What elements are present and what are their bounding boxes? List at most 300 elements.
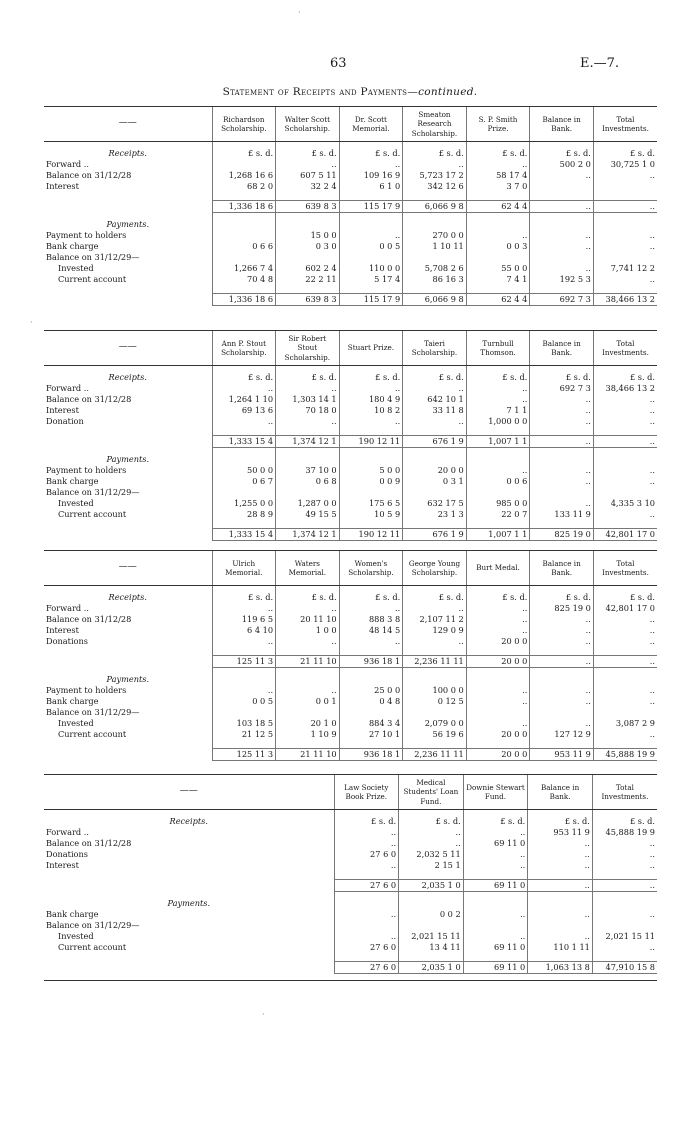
spacer: [44, 520, 212, 529]
payment-row: [44, 909, 657, 920]
amount-cell: ..: [334, 909, 399, 920]
amount-cell: [463, 920, 528, 931]
total-label: [44, 880, 334, 892]
amount-cell: ..: [463, 931, 528, 942]
spacer: [339, 427, 403, 436]
total-cell: 45,888 19 9: [593, 748, 657, 760]
spacer: [403, 192, 467, 201]
spacer: [212, 213, 276, 230]
amount-cell: ..: [466, 614, 530, 625]
amount-cell: 20 11 10: [276, 614, 340, 625]
row-label: Interest: [46, 860, 79, 870]
column-header-row: [44, 331, 657, 366]
row-label: Balance on 31/12/28: [46, 614, 132, 624]
amount-cell: ..: [339, 159, 403, 170]
amount-cell: 0 0 2: [399, 909, 464, 920]
total-cell: 2,035 1 0: [399, 880, 464, 892]
spacer: [212, 285, 276, 294]
total-cell: 1,336 18 6: [212, 201, 276, 213]
spacer: [592, 953, 657, 962]
spacer: [399, 953, 464, 962]
amount-cell: ..: [528, 838, 593, 849]
spacer: [212, 647, 276, 656]
column-header: S. P. Smith Prize.: [466, 107, 530, 142]
payments-total-row: [44, 293, 657, 305]
units-label: £ s. d.: [212, 586, 276, 604]
units-label: £ s. d.: [403, 586, 467, 604]
total-label: [44, 748, 212, 760]
payments-total-row: [44, 748, 657, 760]
amount-cell: ..: [403, 603, 467, 614]
payment-row: [44, 685, 657, 696]
amount-cell: ..: [593, 394, 657, 405]
amount-cell: 500 2 0: [530, 159, 594, 170]
header-dash: ——: [44, 107, 212, 142]
receipt-row: [44, 625, 657, 636]
units-label: £ s. d.: [530, 142, 594, 160]
total-label: [44, 656, 212, 668]
amount-cell: ..: [466, 394, 530, 405]
amount-cell: [466, 487, 530, 498]
spacer: [339, 213, 403, 230]
amount-cell: 0 0 3: [466, 241, 530, 252]
amount-cell: ..: [593, 230, 657, 241]
total-cell: ..: [528, 880, 593, 892]
amount-cell: ..: [463, 849, 528, 860]
amount-cell: ..: [403, 383, 467, 394]
spacer: [530, 213, 594, 230]
amount-cell: ..: [530, 498, 594, 509]
amount-cell: 3,087 2 9: [593, 718, 657, 729]
amount-cell: ..: [530, 636, 594, 647]
amount-cell: ..: [339, 636, 403, 647]
amount-cell: 825 19 0: [530, 603, 594, 614]
column-header: Balance in Bank.: [530, 551, 594, 586]
payments-label-row: [44, 213, 657, 230]
amount-cell: 2,021 15 11: [399, 931, 464, 942]
amount-cell: [466, 252, 530, 263]
units-label: £ s. d.: [530, 366, 594, 384]
spacer: [339, 647, 403, 656]
spacer: [466, 520, 530, 529]
amount-cell: 45,888 19 9: [592, 827, 657, 838]
amount-cell: ..: [466, 159, 530, 170]
amount-cell: 180 4 9: [339, 394, 403, 405]
row-label: Bank charge: [46, 475, 99, 486]
amount-cell: ..: [593, 465, 657, 476]
amount-cell: ..: [276, 159, 340, 170]
amount-cell: [528, 920, 593, 931]
amount-cell: 888 3 8: [339, 614, 403, 625]
amount-cell: 1 0 0: [276, 625, 340, 636]
amount-cell: 6 4 10: [212, 625, 276, 636]
amount-cell: 2 15 1: [399, 860, 464, 871]
total-label: [44, 528, 212, 540]
spacer: [276, 285, 340, 294]
total-cell: 1,336 18 6: [212, 293, 276, 305]
amount-cell: 50 0 0: [212, 465, 276, 476]
column-header: Women's Scholarship.: [339, 551, 403, 586]
statement-table-section-1: [44, 106, 657, 306]
amount-cell: 103 18 5: [212, 718, 276, 729]
units-label: £ s. d.: [339, 142, 403, 160]
total-cell: 936 18 1: [339, 656, 403, 668]
row-label: Balance on 31/12/29—: [46, 919, 140, 930]
amount-cell: ..: [593, 509, 657, 520]
row-label: Balance on 31/12/29—: [46, 486, 140, 497]
amount-cell: ..: [334, 838, 399, 849]
receipts-total-row: [44, 201, 657, 213]
amount-cell: ..: [593, 241, 657, 252]
total-cell: 692 7 3: [530, 293, 594, 305]
amount-cell: ..: [403, 159, 467, 170]
receipts-total-row: [44, 436, 657, 448]
amount-cell: ..: [463, 909, 528, 920]
spacer: [212, 192, 276, 201]
receipt-row: [44, 405, 657, 416]
total-cell: ..: [592, 880, 657, 892]
row-label: Payment to holders: [46, 229, 127, 240]
amount-cell: 607 5 11: [276, 170, 340, 181]
amount-cell: ..: [593, 685, 657, 696]
amount-cell: 13 4 11: [399, 942, 464, 953]
amount-cell: 1,268 16 6: [212, 170, 276, 181]
amount-cell: 985 0 0: [466, 498, 530, 509]
amount-cell: ..: [403, 416, 467, 427]
payment-row: [44, 263, 657, 274]
amount-cell: ..: [592, 942, 657, 953]
units-label: £ s. d.: [463, 810, 528, 828]
amount-cell: 22 2 11: [276, 274, 340, 285]
payment-row: [44, 498, 657, 509]
amount-cell: ..: [276, 416, 340, 427]
payment-row: [44, 476, 657, 487]
amount-cell: ..: [593, 476, 657, 487]
spacer: [593, 285, 657, 294]
amount-cell: ..: [466, 625, 530, 636]
column-header-row: [44, 775, 657, 810]
total-cell: 190 12 11: [339, 528, 403, 540]
amount-cell: 2,107 11 2: [403, 614, 467, 625]
units-label: £ s. d.: [466, 142, 530, 160]
receipts-label: Receipts.: [108, 148, 147, 158]
amount-cell: ..: [339, 230, 403, 241]
amount-cell: 6 1 0: [339, 181, 403, 192]
row-label: Bank charge: [46, 908, 99, 919]
scan-speck: ·: [298, 8, 301, 17]
amount-cell: 15 0 0: [276, 230, 340, 241]
spacer: [528, 953, 593, 962]
total-cell: 6,066 9 8: [403, 293, 467, 305]
amount-cell: 1,266 7 4: [212, 263, 276, 274]
amount-cell: [403, 707, 467, 718]
receipts-total-row: [44, 880, 657, 892]
amount-cell: ..: [212, 603, 276, 614]
amount-cell: ..: [212, 685, 276, 696]
amount-cell: ..: [593, 729, 657, 740]
row-label: Balance on 31/12/28: [46, 838, 132, 848]
units-label: £ s. d.: [212, 142, 276, 160]
receipts-label: Receipts.: [108, 372, 147, 382]
spacer: [466, 285, 530, 294]
total-cell: 20 0 0: [466, 748, 530, 760]
amount-cell: 69 11 0: [463, 942, 528, 953]
payments-label-row: [44, 448, 657, 465]
amount-cell: ..: [530, 416, 594, 427]
row-label: Bank charge: [46, 695, 99, 706]
amount-cell: 110 0 0: [339, 263, 403, 274]
statement-table-section-3: [44, 550, 657, 761]
amount-cell: 1,000 0 0: [466, 416, 530, 427]
statement-title-main: Statement of Receipts and Payments: [222, 86, 408, 98]
total-cell: 190 12 11: [339, 436, 403, 448]
amount-cell: 5 17 4: [339, 274, 403, 285]
spacer: [276, 668, 340, 685]
row-label: Interest: [46, 625, 79, 635]
units-label: £ s. d.: [276, 142, 340, 160]
receipt-row: [44, 838, 657, 849]
spacer: [44, 953, 334, 962]
amount-cell: 0 0 1: [276, 696, 340, 707]
spacer: [530, 427, 594, 436]
total-cell: 2,236 11 11: [403, 748, 467, 760]
spacer: [212, 520, 276, 529]
amount-cell: 0 6 6: [212, 241, 276, 252]
spacer: [466, 192, 530, 201]
payment-row: [44, 230, 657, 241]
units-row: [44, 586, 657, 604]
amount-cell: 30,725 1 0: [593, 159, 657, 170]
row-label: Balance on 31/12/28: [46, 394, 132, 404]
total-cell: 825 19 0: [530, 528, 594, 540]
spacer: [593, 448, 657, 465]
units-label: £ s. d.: [399, 810, 464, 828]
amount-cell: 22 0 7: [466, 509, 530, 520]
spacer: [592, 871, 657, 880]
payment-row: [44, 718, 657, 729]
amount-cell: 129 0 9: [403, 625, 467, 636]
receipt-row: [44, 416, 657, 427]
amount-cell: 42,801 17 0: [593, 603, 657, 614]
spacer: [530, 740, 594, 749]
amount-cell: 342 12 6: [403, 181, 467, 192]
spacer: [466, 448, 530, 465]
spacer: [44, 192, 212, 201]
receipt-row: [44, 394, 657, 405]
payment-row: [44, 920, 657, 931]
amount-cell: 100 0 0: [403, 685, 467, 696]
row-label: Balance on 31/12/29—: [46, 251, 140, 262]
payments-label-row: [44, 668, 657, 685]
amount-cell: ..: [212, 636, 276, 647]
amount-cell: [212, 230, 276, 241]
spacer: [530, 668, 594, 685]
amount-cell: 33 11 8: [403, 405, 467, 416]
column-header: Taieri Scholarship.: [403, 331, 467, 366]
amount-cell: [339, 252, 403, 263]
total-cell: 125 11 3: [212, 748, 276, 760]
total-cell: 47,910 15 8: [592, 961, 657, 973]
amount-cell: ..: [593, 636, 657, 647]
amount-cell: [276, 487, 340, 498]
spacer: [44, 647, 212, 656]
payments-label: Payments.: [106, 453, 150, 464]
amount-cell: 28 8 9: [212, 509, 276, 520]
units-label: £ s. d.: [276, 366, 340, 384]
amount-cell: ..: [530, 465, 594, 476]
amount-cell: 0 3 1: [403, 476, 467, 487]
amount-cell: 27 6 0: [334, 942, 399, 953]
total-cell: 676 1 9: [403, 528, 467, 540]
spacer: [44, 285, 212, 294]
column-header: Total Investments.: [593, 331, 657, 366]
receipts-label: Receipts.: [169, 816, 208, 826]
statement-title: [0, 86, 700, 98]
amount-cell: ..: [466, 383, 530, 394]
spacer-row: [44, 871, 657, 880]
amount-cell: ..: [593, 170, 657, 181]
amount-cell: 7,741 12 2: [593, 263, 657, 274]
column-header: Richardson Scholarship.: [212, 107, 276, 142]
amount-cell: 642 10 1: [403, 394, 467, 405]
spacer: [339, 285, 403, 294]
total-cell: 1,007 1 1: [466, 436, 530, 448]
spacer: [466, 647, 530, 656]
units-label: £ s. d.: [339, 586, 403, 604]
amount-cell: ..: [463, 860, 528, 871]
amount-cell: 20 1 0: [276, 718, 340, 729]
payment-row: [44, 509, 657, 520]
payment-row: [44, 487, 657, 498]
amount-cell: 0 0 9: [339, 476, 403, 487]
amount-cell: [403, 487, 467, 498]
row-label: Donations: [46, 636, 88, 646]
row-label: Bank charge: [46, 240, 99, 251]
amount-cell: [399, 920, 464, 931]
amount-cell: 692 7 3: [530, 383, 594, 394]
total-cell: ..: [530, 436, 594, 448]
total-label: [44, 201, 212, 213]
spacer: [593, 647, 657, 656]
spacer: [403, 213, 467, 230]
amount-cell: [593, 252, 657, 263]
spacer: [212, 668, 276, 685]
spacer: [339, 192, 403, 201]
amount-cell: ..: [530, 685, 594, 696]
total-cell: 21 11 10: [276, 748, 340, 760]
total-cell: 1,007 1 1: [466, 528, 530, 540]
amount-cell: 602 2 4: [276, 263, 340, 274]
amount-cell: ..: [593, 614, 657, 625]
amount-cell: [592, 920, 657, 931]
amount-cell: ..: [466, 718, 530, 729]
amount-cell: 48 14 5: [339, 625, 403, 636]
payments-label: Payments.: [106, 673, 150, 684]
amount-cell: ..: [463, 827, 528, 838]
amount-cell: 23 1 3: [403, 509, 467, 520]
spacer: [334, 953, 399, 962]
amount-cell: ..: [530, 170, 594, 181]
row-label: Invested: [58, 262, 94, 273]
column-header: Waters Memorial.: [276, 551, 340, 586]
amount-cell: 0 6 8: [276, 476, 340, 487]
row-label: Payment to holders: [46, 464, 127, 475]
receipt-row: [44, 860, 657, 871]
amount-cell: [212, 487, 276, 498]
amount-cell: 0 0 5: [339, 241, 403, 252]
column-header: Ulrich Memorial.: [212, 551, 276, 586]
total-cell: 936 18 1: [339, 748, 403, 760]
amount-cell: [593, 487, 657, 498]
amount-cell: [530, 707, 594, 718]
amount-cell: 32 2 4: [276, 181, 340, 192]
column-header: Walter Scott Scholarship.: [276, 107, 340, 142]
row-label: Interest: [46, 181, 79, 191]
payment-row: [44, 241, 657, 252]
row-label: Invested: [58, 497, 94, 508]
amount-cell: 5,723 17 2: [403, 170, 467, 181]
amount-cell: 86 16 3: [403, 274, 467, 285]
total-cell: ..: [593, 656, 657, 668]
row-label: Invested: [58, 717, 94, 728]
receipt-row: [44, 614, 657, 625]
receipt-row: [44, 603, 657, 614]
spacer: [530, 285, 594, 294]
total-cell: ..: [530, 656, 594, 668]
receipt-row: [44, 181, 657, 192]
spacer: [593, 740, 657, 749]
amount-cell: [530, 252, 594, 263]
amount-cell: [334, 920, 399, 931]
payments-label-row: [44, 892, 657, 909]
row-label: Payment to holders: [46, 684, 127, 695]
row-label: Forward ..: [46, 827, 89, 837]
amount-cell: ..: [212, 383, 276, 394]
spacer: [593, 192, 657, 201]
amount-cell: 632 17 5: [403, 498, 467, 509]
total-cell: 38,466 13 2: [593, 293, 657, 305]
amount-cell: 69 13 6: [212, 405, 276, 416]
amount-cell: ..: [403, 636, 467, 647]
total-cell: 1,374 12 1: [276, 528, 340, 540]
amount-cell: 119 6 5: [212, 614, 276, 625]
column-header: Ann P. Stout Scholarship.: [212, 331, 276, 366]
amount-cell: [339, 487, 403, 498]
amount-cell: 1 10 9: [276, 729, 340, 740]
spacer-row: [44, 427, 657, 436]
payments-total-row: [44, 961, 657, 973]
amount-cell: 20 0 0: [466, 729, 530, 740]
spacer: [212, 427, 276, 436]
spacer: [403, 668, 467, 685]
total-cell: 125 11 3: [212, 656, 276, 668]
spacer: [334, 892, 399, 909]
scan-speck: ·: [262, 1010, 265, 1019]
receipt-row: [44, 849, 657, 860]
units-label: £ s. d.: [466, 366, 530, 384]
spacer: [592, 892, 657, 909]
amount-cell: ..: [528, 909, 593, 920]
spacer: [403, 740, 467, 749]
payment-row: [44, 942, 657, 953]
payment-row: [44, 274, 657, 285]
units-label: £ s. d.: [334, 810, 399, 828]
total-cell: 62 4 4: [466, 201, 530, 213]
amount-cell: [593, 181, 657, 192]
row-label: Forward ..: [46, 383, 89, 393]
row-label: Balance on 31/12/28: [46, 170, 132, 180]
amount-cell: 58 17 4: [466, 170, 530, 181]
